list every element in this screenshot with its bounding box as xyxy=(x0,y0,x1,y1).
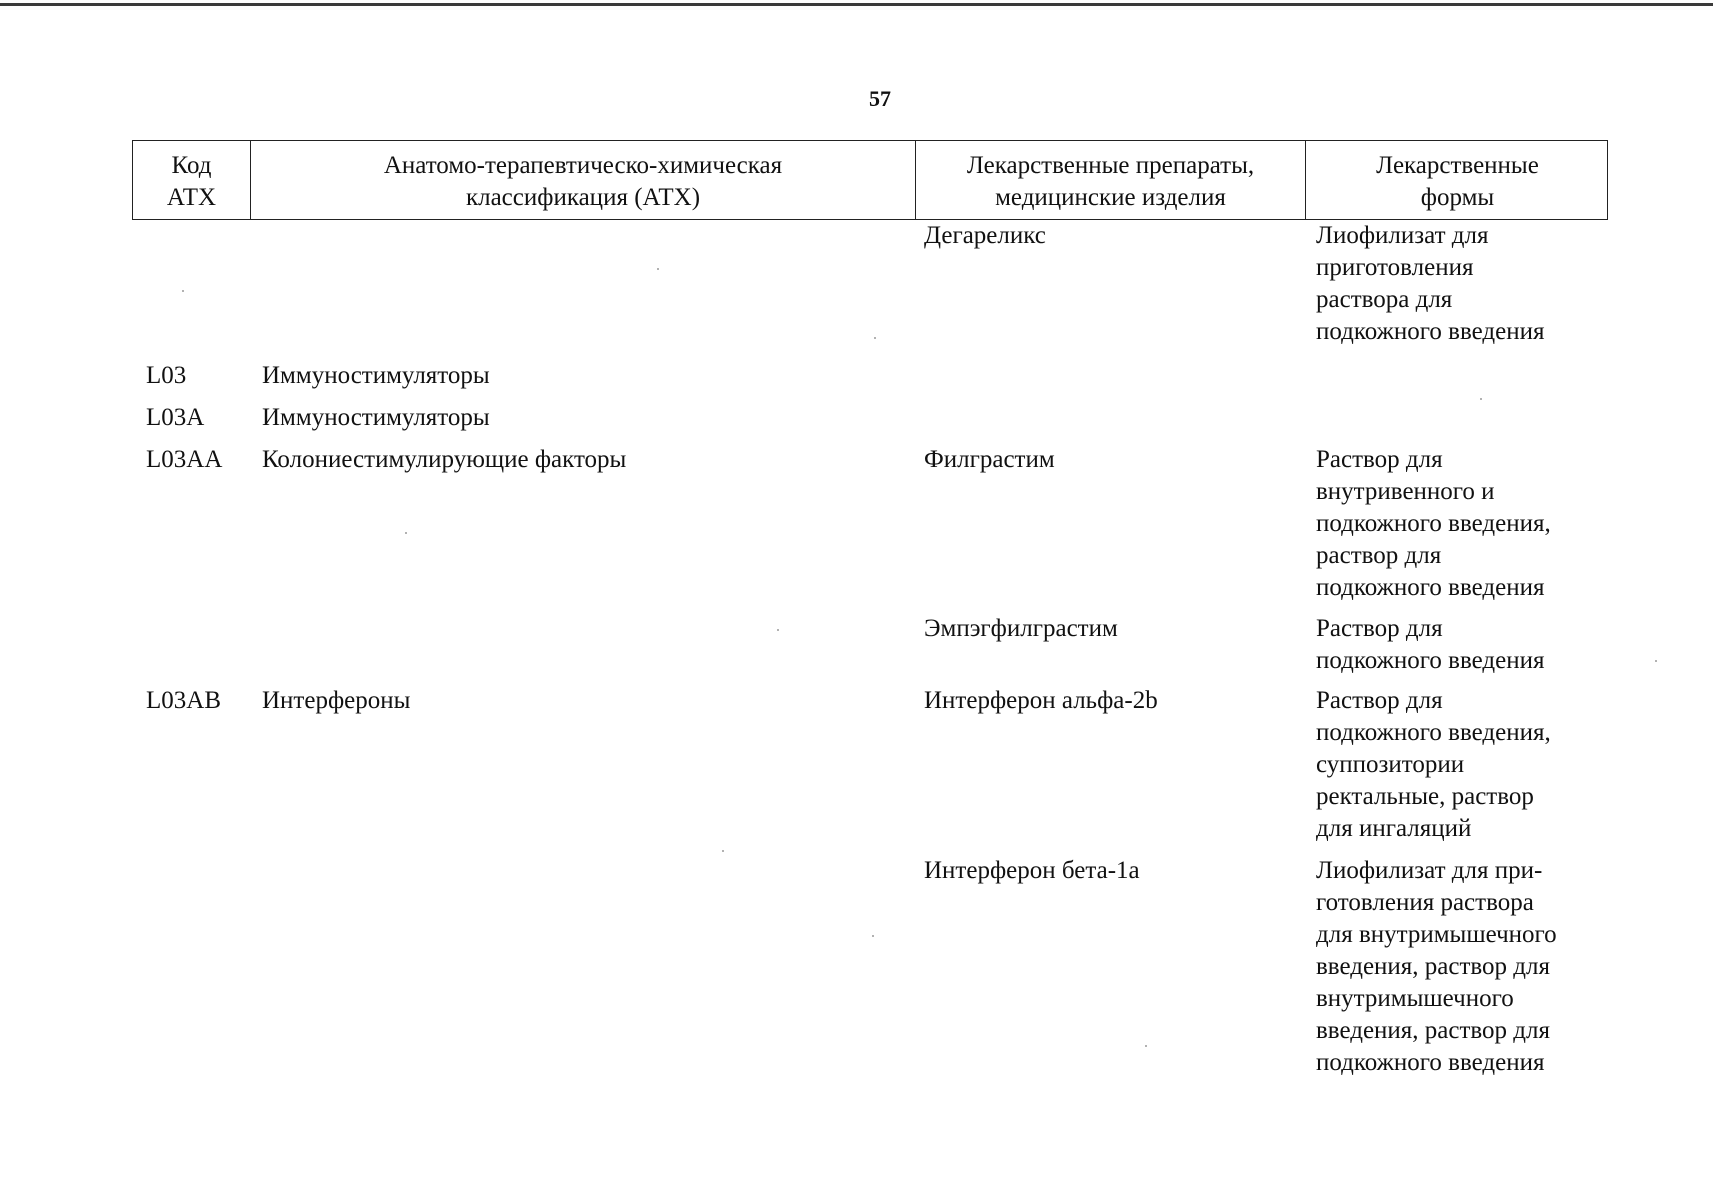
page-number: 57 xyxy=(869,86,891,111)
scan-speck xyxy=(1655,660,1657,662)
row-drug-empegfilgrastim: Эмпэгфилграстим xyxy=(924,615,1118,642)
row-code-l03a: L03A xyxy=(146,404,205,431)
row-form-empegfilgrastim: Раствор для подкожного введения xyxy=(1316,615,1545,674)
scan-speck xyxy=(182,290,184,292)
row-form-interferon-alfa-2b: Раствор для подкожного введения, суппозитории ректальные, раствор для ингаляций xyxy=(1316,687,1551,842)
scan-speck xyxy=(405,532,407,534)
scan-speck xyxy=(1145,1045,1147,1047)
row-name-l03: Иммуностимуляторы xyxy=(262,362,490,389)
row-name-l03aa: Колониестимулирующие факторы xyxy=(262,446,627,473)
scan-speck xyxy=(872,935,874,937)
row-name-l03a: Иммуностимуляторы xyxy=(262,404,490,431)
row-code-l03: L03 xyxy=(146,362,187,389)
row-form-interferon-beta-1a: Лиофилизат для при- готовления раствора для внутримышечного введения, раствор для внутримышечного введения, раствор для подкожного введения xyxy=(1316,857,1557,1076)
row-drug-filgrastim: Филграстим xyxy=(924,446,1055,473)
scan-speck xyxy=(722,850,724,852)
header-drugs-devices: Лекарственные препараты, медицинские изделия xyxy=(916,141,1306,219)
row-drug-interferon-alfa-2b: Интерферон альфа-2b xyxy=(924,687,1158,714)
table-header xyxy=(132,140,1608,220)
row-drug-interferon-beta-1a: Интерферон бета-1a xyxy=(924,857,1140,884)
scan-speck xyxy=(874,337,876,339)
row-code-l03aa: L03AA xyxy=(146,446,223,473)
scan-speck xyxy=(1480,398,1482,400)
header-atc-classification: Анатомо-терапевтическо-химическая классификация (АТХ) xyxy=(251,141,916,219)
header-dosage-forms: Лекарственные формы xyxy=(1376,152,1539,211)
row-code-l03ab: L03AB xyxy=(146,687,221,714)
row-drug-degarelix: Дегареликс xyxy=(924,222,1046,249)
row-form-degarelix: Лиофилизат для приготовления раствора для подкожного введения xyxy=(1316,222,1545,345)
scan-speck xyxy=(657,268,659,270)
row-name-l03ab: Интерфероны xyxy=(262,687,411,714)
row-form-filgrastim: Раствор для внутривенного и подкожного введения, раствор для подкожного введения xyxy=(1316,446,1551,601)
top-border-line xyxy=(0,3,1713,6)
scan-speck xyxy=(777,629,779,631)
header-code-atc: Код АТХ xyxy=(133,141,251,219)
